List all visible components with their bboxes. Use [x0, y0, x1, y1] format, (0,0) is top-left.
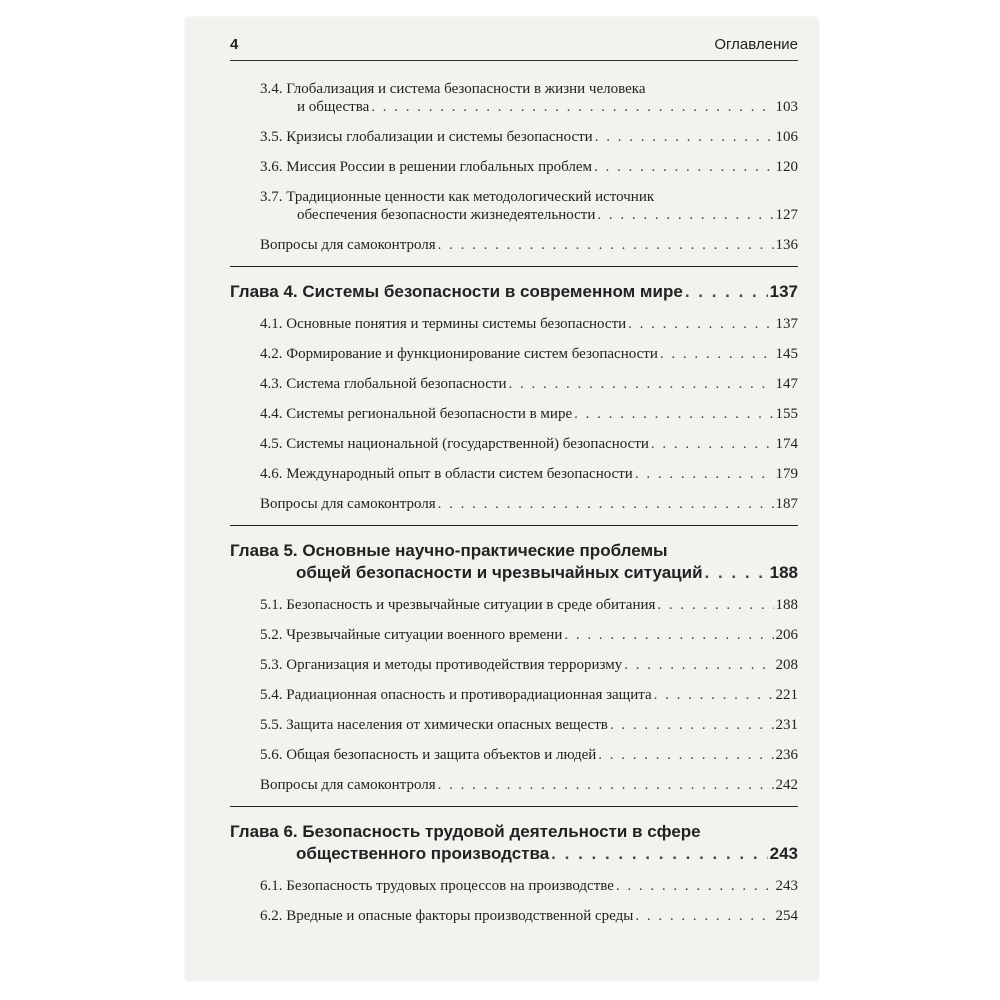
toc-section: 3.6. Миссия России в решении глобальных проблем . . . 120 — [230, 158, 798, 176]
toc-section: 3.7. Традиционные ценности как методологический источник обеспечения безопасности жизнедеятельности . . . 127 — [230, 188, 798, 224]
page-ref: 174 — [775, 436, 798, 452]
page-ref: 137 — [775, 316, 798, 332]
toc-section: 4.5. Системы национальной (государственной) безопасности . . . 174 — [230, 435, 798, 453]
divider — [230, 806, 798, 807]
toc-section: 4.2. Формирование и функционирование систем безопасности . . . 145 — [230, 345, 798, 363]
page-ref: 188 — [769, 563, 798, 582]
page-ref: 120 — [775, 159, 798, 175]
page-ref: 136 — [775, 237, 798, 253]
toc-section: 3.4. Глобализация и система безопасности в жизни человека и общества . . . 103 — [230, 80, 798, 116]
page-ref: 155 — [775, 406, 798, 422]
page-ref: 208 — [775, 657, 798, 673]
toc-chapter-4: Глава 4. Системы безопасности в современном мире . . . 137 — [230, 281, 798, 303]
page-ref: 145 — [775, 346, 798, 362]
toc-section: 4.3. Система глобальной безопасности . . . 147 — [230, 375, 798, 393]
page-ref: 221 — [775, 687, 798, 703]
toc-section: 6.2. Вредные и опасные факторы производственной среды . . . 254 — [230, 907, 798, 925]
page-ref: 242 — [775, 777, 798, 793]
page-ref: 231 — [775, 717, 798, 733]
page-ref: 236 — [775, 747, 798, 763]
toc-section: 5.4. Радиационная опасность и противорадиационная защита . . . 221 — [230, 686, 798, 704]
toc-section: Вопросы для самоконтроля . . . 136 — [230, 236, 798, 254]
page-ref: 206 — [775, 627, 798, 643]
book-page — [186, 18, 818, 980]
page-ref: 179 — [775, 466, 798, 482]
page-ref: 147 — [775, 376, 798, 392]
page-ref: 137 — [769, 282, 798, 301]
toc-section: 6.1. Безопасность трудовых процессов на производстве . . . 243 — [230, 877, 798, 895]
toc-section: 5.6. Общая безопасность и защита объектов и людей . . . 236 — [230, 746, 798, 764]
page-ref: 188 — [775, 597, 798, 613]
page-number: 4 — [230, 36, 239, 53]
page-ref: 254 — [775, 908, 798, 924]
divider — [230, 266, 798, 267]
page-ref: 187 — [775, 496, 798, 512]
toc-chapter-5: Глава 5. Основные научно-практические проблемы общей безопасности и чрезвычайных ситуаций . . . 188 — [230, 540, 798, 584]
page-ref: 243 — [769, 844, 798, 863]
toc-section: Вопросы для самоконтроля . . . 242 — [230, 776, 798, 794]
divider — [230, 525, 798, 526]
toc-section: 5.2. Чрезвычайные ситуации военного времени . . . 206 — [230, 626, 798, 644]
toc-section: 5.5. Защита населения от химически опасных веществ . . . 231 — [230, 716, 798, 734]
toc-section: 4.4. Системы региональной безопасности в мире . . . 155 — [230, 405, 798, 423]
page-ref: 127 — [775, 207, 798, 223]
page-header — [230, 34, 798, 61]
toc-section: 4.6. Международный опыт в области систем безопасности . . . 179 — [230, 465, 798, 483]
toc-chapter-6: Глава 6. Безопасность трудовой деятельности в сфере общественного производства . . . 243 — [230, 821, 798, 865]
page-ref: 243 — [775, 878, 798, 894]
toc-section: 5.3. Организация и методы противодействия терроризму . . . 208 — [230, 656, 798, 674]
table-of-contents — [230, 80, 798, 937]
toc-section: Вопросы для самоконтроля . . . 187 — [230, 495, 798, 513]
toc-section: 5.1. Безопасность и чрезвычайные ситуации в среде обитания . . . 188 — [230, 596, 798, 614]
page-ref: 103 — [775, 99, 798, 115]
running-title: Оглавление — [714, 36, 798, 53]
toc-section: 4.1. Основные понятия и термины системы безопасности . . . 137 — [230, 315, 798, 333]
page-ref: 106 — [775, 129, 798, 145]
toc-section: 3.5. Кризисы глобализации и системы безопасности . . . 106 — [230, 128, 798, 146]
